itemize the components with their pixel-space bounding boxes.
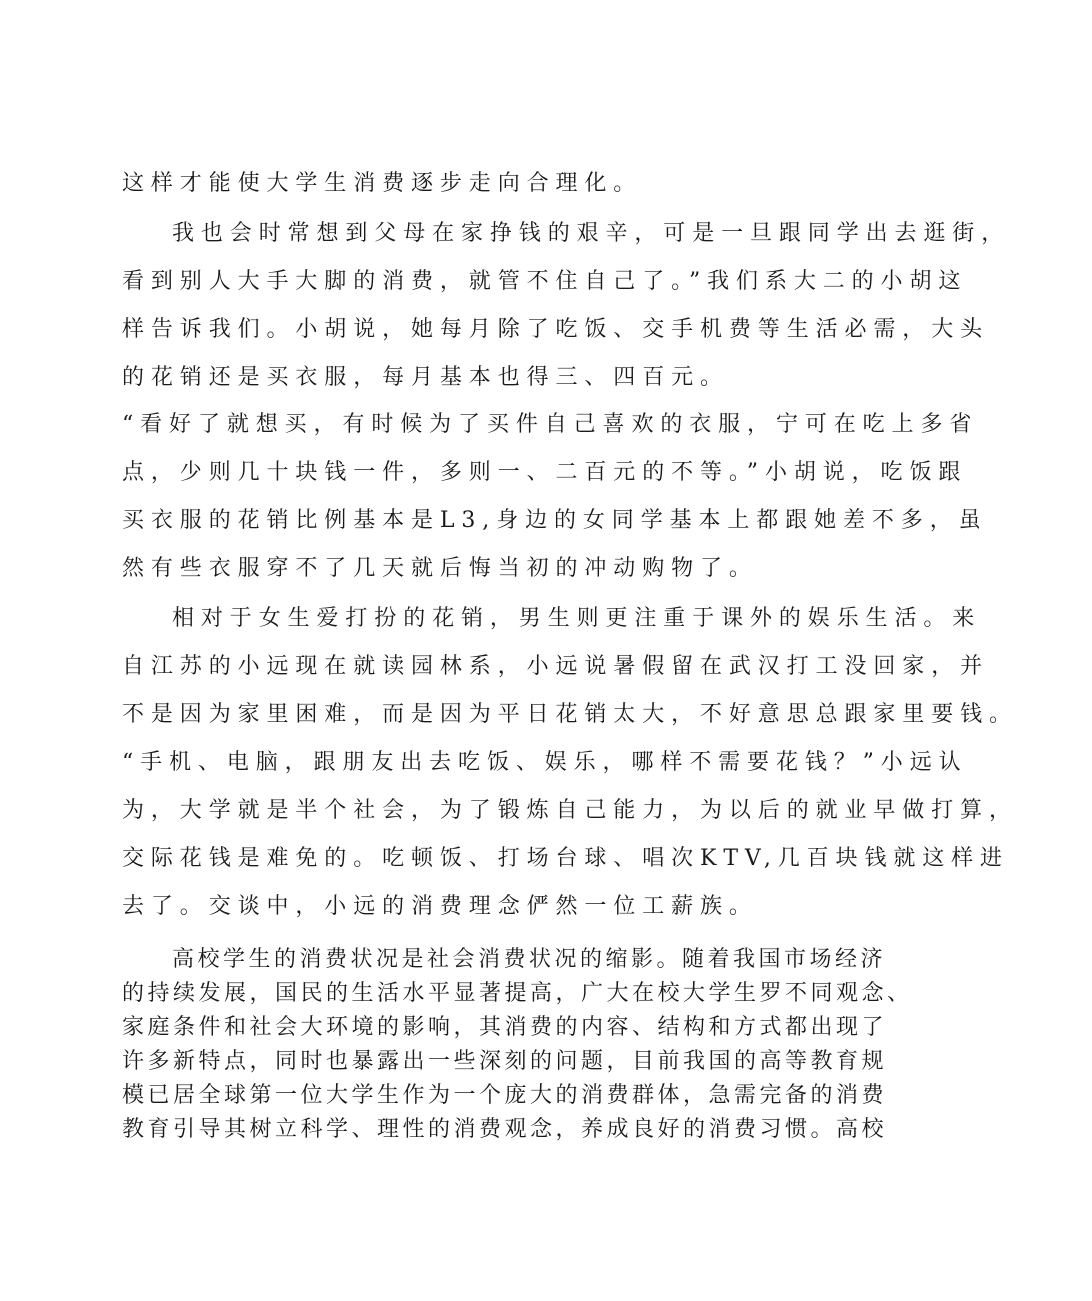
- text-line: 交际花钱是难免的。吃顿饭、打场台球、唱次KTV,几百块钱就这样进: [122, 846, 1009, 871]
- text-line: “手机、电脑，跟朋友出去吃饭、娱乐，哪样不需要花钱？”小远认: [122, 750, 968, 775]
- text-line: 样告诉我们。小胡说，她每月除了吃饭、交手机费等生活必需，大头: [122, 317, 990, 342]
- text-line: 然有些衣服穿不了几天就后悔当初的冲动购物了。: [122, 556, 758, 581]
- text-line: “看好了就想买，有时候为了买件自己喜欢的衣服，宁可在吃上多省: [122, 412, 979, 437]
- text-line: 为，大学就是半个社会，为了锻炼自己能力，为以后的就业早做打算，: [122, 798, 1018, 823]
- text-line: 看到别人大手大脚的消费，就管不住自己了。”我们系大二的小胡这: [122, 269, 968, 294]
- text-line: 点，少则几十块钱一件，多则一、二百元的不等。”小胡说，吃饭跟: [122, 460, 968, 485]
- text-line: 去了。交谈中，小远的消费理念俨然一位工薪族。: [122, 894, 758, 919]
- text-line: 家庭条件和社会大环境的影响，其消费的内容、结构和方式都出现了: [122, 1015, 888, 1040]
- text-line: 不是因为家里困难，而是因为平日花销太大，不好意思总跟家里要钱。: [122, 702, 1018, 727]
- text-line: 的持续发展，国民的生活水平显著提高，广大在校大学生罗不同观念、: [122, 981, 913, 1006]
- text-line: 的花销还是买衣服，每月基本也得三、四百元。: [122, 365, 729, 390]
- text-line: 高校学生的消费状况是社会消费状况的缩影。随着我国市场经济: [172, 947, 887, 972]
- text-line: 相对于女生爱打扮的花销，男生则更注重于课外的娱乐生活。来: [172, 606, 982, 631]
- text-line: 模已居全球第一位大学生作为一个庞大的消费群体，急需完备的消费: [122, 1083, 888, 1108]
- text-line: 我也会时常想到父母在家挣钱的艰辛，可是一旦跟同学出去逛街，: [172, 221, 1011, 246]
- text-line: 买衣服的花销比例基本是L3,身边的女同学基本上都跟她差不多，虽: [122, 508, 988, 533]
- text-line: 自江苏的小远现在就读园林系，小远说暑假留在武汉打工没回家，并: [122, 654, 990, 679]
- text-line: 许多新特点，同时也暴露出一些深刻的问题，目前我国的高等教育规: [122, 1049, 888, 1074]
- text-line: 教育引导其树立科学、理性的消费观念，养成良好的消费习惯。高校: [122, 1117, 888, 1142]
- text-line: 这样才能使大学生消费逐步走向合理化。: [122, 171, 643, 196]
